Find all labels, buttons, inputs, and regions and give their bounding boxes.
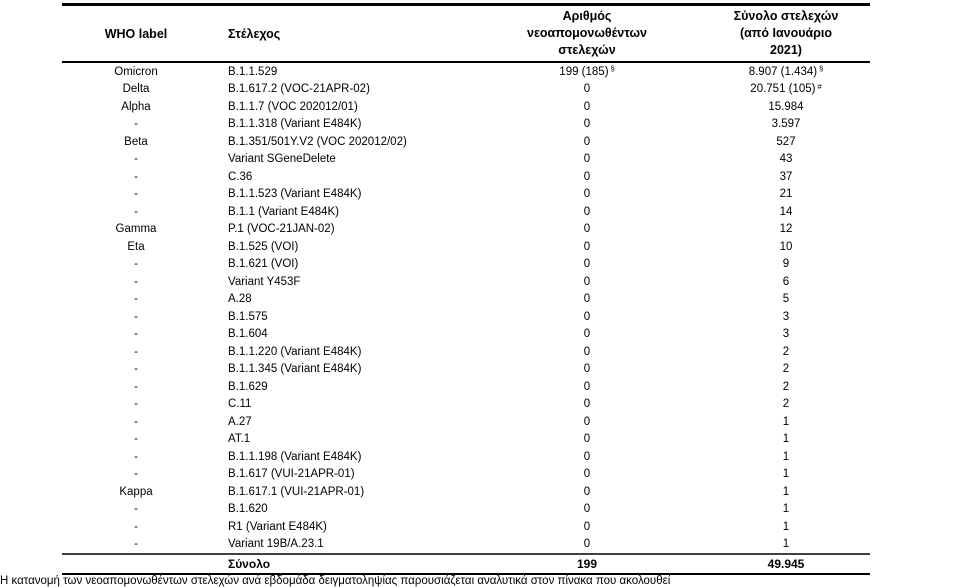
cell-new-isolates <box>472 66 702 78</box>
cell-total <box>702 521 870 533</box>
cell-total <box>702 398 870 410</box>
cell-strain: B.1.525 (VOI) <box>228 240 299 253</box>
cell-new-isolates <box>472 153 702 165</box>
cell-who-label: Alpha <box>121 100 151 113</box>
cell-new-isolates-value: 0 <box>583 468 591 481</box>
header-new-isolates <box>472 8 702 60</box>
cell-who-label: - <box>134 205 138 218</box>
header-who-label: WHO label <box>104 26 168 41</box>
cell-new-isolates-value: 0 <box>583 153 591 166</box>
cell-new-isolates-value: 0 <box>583 328 591 341</box>
cell-total-value: 1 <box>782 520 790 533</box>
cell-strain: B.1.1.198 (Variant E484K) <box>228 450 362 463</box>
cell-new-isolates-value: 0 <box>583 188 591 201</box>
table-row <box>62 448 870 466</box>
total-label: Σύνολο <box>228 556 271 571</box>
cell-new-isolates <box>472 346 702 358</box>
cell-total-value: 1 <box>782 485 790 498</box>
cell-new-isolates-value: 0 <box>583 503 591 516</box>
cell-strain: B.1.1.529 <box>228 65 278 78</box>
cell-who-label: - <box>134 450 138 463</box>
cell-strain: B.1.620 <box>228 503 268 516</box>
cell-total <box>702 206 870 218</box>
cell-new-isolates-value: 0 <box>583 100 591 113</box>
cell-new-isolates-value: 0 <box>583 293 591 306</box>
cell-total <box>702 276 870 288</box>
cell-new-isolates-value: 0 <box>583 485 591 498</box>
cell-strain: P.1 (VOC-21JAN-02) <box>228 223 335 236</box>
cell-total <box>702 171 870 183</box>
table-row <box>62 343 870 361</box>
table-row <box>62 63 870 81</box>
cell-total <box>702 328 870 340</box>
table-row <box>62 431 870 449</box>
cell-strain: B.1.1 (Variant E484K) <box>228 205 340 218</box>
cell-who-label: - <box>134 468 138 481</box>
total-new-isolates: 199 <box>576 556 598 571</box>
cell-strain: C.36 <box>228 170 253 183</box>
table-row <box>62 221 870 239</box>
total-separator-rule <box>62 553 870 555</box>
cell-new-isolates <box>472 223 702 235</box>
cell-total-value: 2 <box>782 363 790 376</box>
cell-strain: Variant Y453F <box>228 275 301 288</box>
cell-who-label: - <box>134 275 138 288</box>
cell-total-value: 2 <box>782 398 790 411</box>
cell-new-isolates-value: 0 <box>583 520 591 533</box>
cell-total-footnote-mark: # <box>817 81 822 91</box>
cell-total-value: 527 <box>776 135 796 148</box>
cell-new-isolates-value: 0 <box>583 363 591 376</box>
cell-who-label: - <box>134 433 138 446</box>
cell-new-isolates-value: 0 <box>583 135 591 148</box>
header-total-strains-line2: (από Ιανουάριο <box>739 25 833 40</box>
cell-who-label: - <box>134 380 138 393</box>
total-strains: 49.945 <box>767 556 805 571</box>
cell-total <box>702 83 870 95</box>
cell-who-label: - <box>134 310 138 323</box>
cell-strain: B.1.617.1 (VUI-21APR-01) <box>228 485 365 498</box>
cell-new-isolates <box>472 538 702 550</box>
cell-who-label: - <box>134 503 138 516</box>
cell-new-isolates-value: 0 <box>583 345 591 358</box>
table-row <box>62 483 870 501</box>
cell-total-value: 3 <box>782 310 790 323</box>
cell-who-label: - <box>134 170 138 183</box>
cell-new-isolates <box>472 451 702 463</box>
cell-total-value: 8.907 (1.434) <box>748 65 818 78</box>
cell-strain: B.1.604 <box>228 328 268 341</box>
cell-total <box>702 311 870 323</box>
cell-new-isolates <box>472 101 702 113</box>
table-row <box>62 273 870 291</box>
cell-who-label: - <box>134 398 138 411</box>
cell-total-value: 1 <box>782 433 790 446</box>
cell-who-label: - <box>134 153 138 166</box>
cell-strain: B.1.617 (VUI-21APR-01) <box>228 468 355 481</box>
table-row <box>62 186 870 204</box>
cell-new-isolates-value: 0 <box>583 380 591 393</box>
cell-strain: B.1.1.345 (Variant E484K) <box>228 363 362 376</box>
cell-new-isolates <box>472 276 702 288</box>
cell-new-isolates-value: 0 <box>583 450 591 463</box>
cell-total-value: 43 <box>779 153 793 166</box>
cell-total-value: 3.597 <box>771 118 801 131</box>
cell-strain: B.1.575 <box>228 310 268 323</box>
cell-new-isolates <box>472 206 702 218</box>
table-row <box>62 518 870 536</box>
table-row <box>62 203 870 221</box>
cell-total <box>702 188 870 200</box>
cell-new-isolates <box>472 398 702 410</box>
cell-total <box>702 66 870 78</box>
cell-new-isolates <box>472 83 702 95</box>
table-row <box>62 378 870 396</box>
cell-total-value: 9 <box>782 258 790 271</box>
cell-new-isolates <box>472 311 702 323</box>
cell-who-label: Omicron <box>114 65 158 78</box>
cell-new-isolates <box>472 188 702 200</box>
cell-new-isolates <box>472 503 702 515</box>
cell-new-isolates-value: 0 <box>583 223 591 236</box>
cell-new-isolates <box>472 363 702 375</box>
cell-who-label: Kappa <box>119 485 153 498</box>
cell-strain: Variant SGeneDelete <box>228 153 336 166</box>
cell-total-value: 14 <box>779 205 793 218</box>
cell-total-value: 1 <box>782 503 790 516</box>
cell-who-label: - <box>134 293 138 306</box>
table-row <box>62 308 870 326</box>
cell-who-label: - <box>134 520 138 533</box>
cell-total-value: 1 <box>782 468 790 481</box>
table-row <box>62 466 870 484</box>
cell-new-isolates <box>472 486 702 498</box>
cell-new-isolates <box>472 468 702 480</box>
cell-strain: R1 (Variant E484K) <box>228 520 327 533</box>
cell-new-isolates <box>472 433 702 445</box>
table-row <box>62 361 870 379</box>
table-row <box>62 413 870 431</box>
cell-new-isolates-value: 0 <box>583 415 591 428</box>
cell-total-value: 1 <box>782 538 790 551</box>
cell-strain: B.1.1.220 (Variant E484K) <box>228 345 362 358</box>
cell-total <box>702 468 870 480</box>
table-body <box>62 63 870 553</box>
cell-who-label: - <box>134 188 138 201</box>
cell-new-isolates-value: 0 <box>583 398 591 411</box>
cell-strain: AT.1 <box>228 433 251 446</box>
total-row <box>62 555 870 573</box>
cell-total-value: 10 <box>779 240 793 253</box>
table-row <box>62 116 870 134</box>
cell-strain: B.1.1.523 (Variant E484K) <box>228 188 362 201</box>
cell-total-value: 37 <box>779 170 793 183</box>
header-strain: Στέλεχος <box>228 26 281 41</box>
table-row <box>62 151 870 169</box>
table-row <box>62 396 870 414</box>
table-row <box>62 256 870 274</box>
cell-total-value: 6 <box>782 275 790 288</box>
cell-total <box>702 451 870 463</box>
cell-new-isolates <box>472 381 702 393</box>
cell-strain: B.1.621 (VOI) <box>228 258 299 271</box>
table-row <box>62 536 870 554</box>
cell-who-label: - <box>134 415 138 428</box>
cell-total <box>702 118 870 130</box>
cell-who-label: Eta <box>127 240 145 253</box>
table-row <box>62 81 870 99</box>
cell-total-footnote-mark: § <box>819 64 824 74</box>
table-row <box>62 291 870 309</box>
cell-new-isolates-value: 0 <box>583 275 591 288</box>
table-row <box>62 98 870 116</box>
cell-total-value: 1 <box>782 450 790 463</box>
cell-total <box>702 346 870 358</box>
cell-who-label: Delta <box>122 83 150 96</box>
cell-new-isolates-value: 0 <box>583 310 591 323</box>
cell-total <box>702 381 870 393</box>
cell-total <box>702 486 870 498</box>
cell-who-label: Beta <box>124 135 148 148</box>
cell-total <box>702 433 870 445</box>
table-row <box>62 326 870 344</box>
cell-new-isolates-value: 0 <box>583 170 591 183</box>
cell-total-value: 2 <box>782 345 790 358</box>
cell-strain: C.11 <box>228 398 252 411</box>
cell-strain: B.1.629 <box>228 380 268 393</box>
header-new-isolates-line3: στελεχών <box>558 43 616 58</box>
cell-new-isolates <box>472 258 702 270</box>
cell-total-value: 21 <box>779 188 793 201</box>
cell-total <box>702 538 870 550</box>
cell-who-label: - <box>134 538 138 551</box>
cell-new-isolates-value: 0 <box>583 205 591 218</box>
cell-new-isolates-value: 0 <box>583 118 591 131</box>
cell-strain: Variant 19B/A.23.1 <box>228 538 324 551</box>
header-total-strains-line1: Σύνολο στελεχών <box>733 8 839 23</box>
cell-total <box>702 416 870 428</box>
cell-total-value: 3 <box>782 328 790 341</box>
header-total-strains <box>702 8 870 60</box>
cell-total <box>702 241 870 253</box>
table-row <box>62 168 870 186</box>
cell-total-value: 2 <box>782 380 790 393</box>
cell-who-label: - <box>134 363 138 376</box>
cell-who-label: - <box>134 258 138 271</box>
cell-total <box>702 363 870 375</box>
cell-new-isolates <box>472 241 702 253</box>
table-row <box>62 238 870 256</box>
cell-strain: A.28 <box>228 293 252 306</box>
cell-new-isolates-value: 0 <box>583 83 591 96</box>
cell-total-value: 20.751 (105) <box>750 83 816 96</box>
cell-strain: A.27 <box>228 415 252 428</box>
cell-strain: B.1.1.318 (Variant E484K) <box>228 118 362 131</box>
cell-new-isolates <box>472 118 702 130</box>
cell-new-isolates <box>472 136 702 148</box>
cell-new-isolates <box>472 328 702 340</box>
cell-total-value: 1 <box>782 415 790 428</box>
cell-who-label: Gamma <box>115 223 157 236</box>
cell-strain: B.1.617.2 (VOC-21APR-02) <box>228 83 370 96</box>
cell-new-isolates <box>472 416 702 428</box>
cell-who-label: - <box>134 118 138 131</box>
cell-new-isolates <box>472 521 702 533</box>
cell-total-value: 12 <box>779 223 793 236</box>
header-total-strains-line3: 2021) <box>770 43 802 58</box>
cell-strain: B.1.1.7 (VOC 202012/01) <box>228 100 358 113</box>
cell-total-value: 5 <box>782 293 790 306</box>
cell-new-isolates <box>472 293 702 305</box>
header-new-isolates-line1: Αριθμός <box>562 8 612 23</box>
table-header <box>62 6 870 61</box>
cell-who-label: - <box>134 328 138 341</box>
cell-total <box>702 503 870 515</box>
cell-new-isolates-value: 0 <box>583 240 591 253</box>
table-row <box>62 501 870 519</box>
table-row <box>62 133 870 151</box>
cell-total <box>702 136 870 148</box>
cell-total <box>702 223 870 235</box>
cell-total <box>702 258 870 270</box>
cell-new-isolates-footnote-mark: § <box>610 64 615 74</box>
cell-new-isolates-value: 199 (185) <box>559 65 609 78</box>
footnote: Η κατανομή των νεοαπομονωθέντων στελεχών ανά εβδομάδα δειγματοληψίας παρουσιάζεται αναλυτικά στον πίνακα που ακολουθεί <box>0 575 671 587</box>
cell-total <box>702 153 870 165</box>
cell-total <box>702 101 870 113</box>
cell-new-isolates <box>472 171 702 183</box>
variants-table <box>62 3 870 575</box>
cell-strain: B.1.351/501Y.V2 (VOC 202012/02) <box>228 135 407 148</box>
cell-total <box>702 293 870 305</box>
cell-new-isolates-value: 0 <box>583 258 591 271</box>
cell-who-label: - <box>134 345 138 358</box>
cell-new-isolates-value: 0 <box>583 538 591 551</box>
header-new-isolates-line2: νεοαπομονωθέντων <box>527 25 647 40</box>
cell-total-value: 15.984 <box>768 100 804 113</box>
cell-new-isolates-value: 0 <box>583 433 591 446</box>
